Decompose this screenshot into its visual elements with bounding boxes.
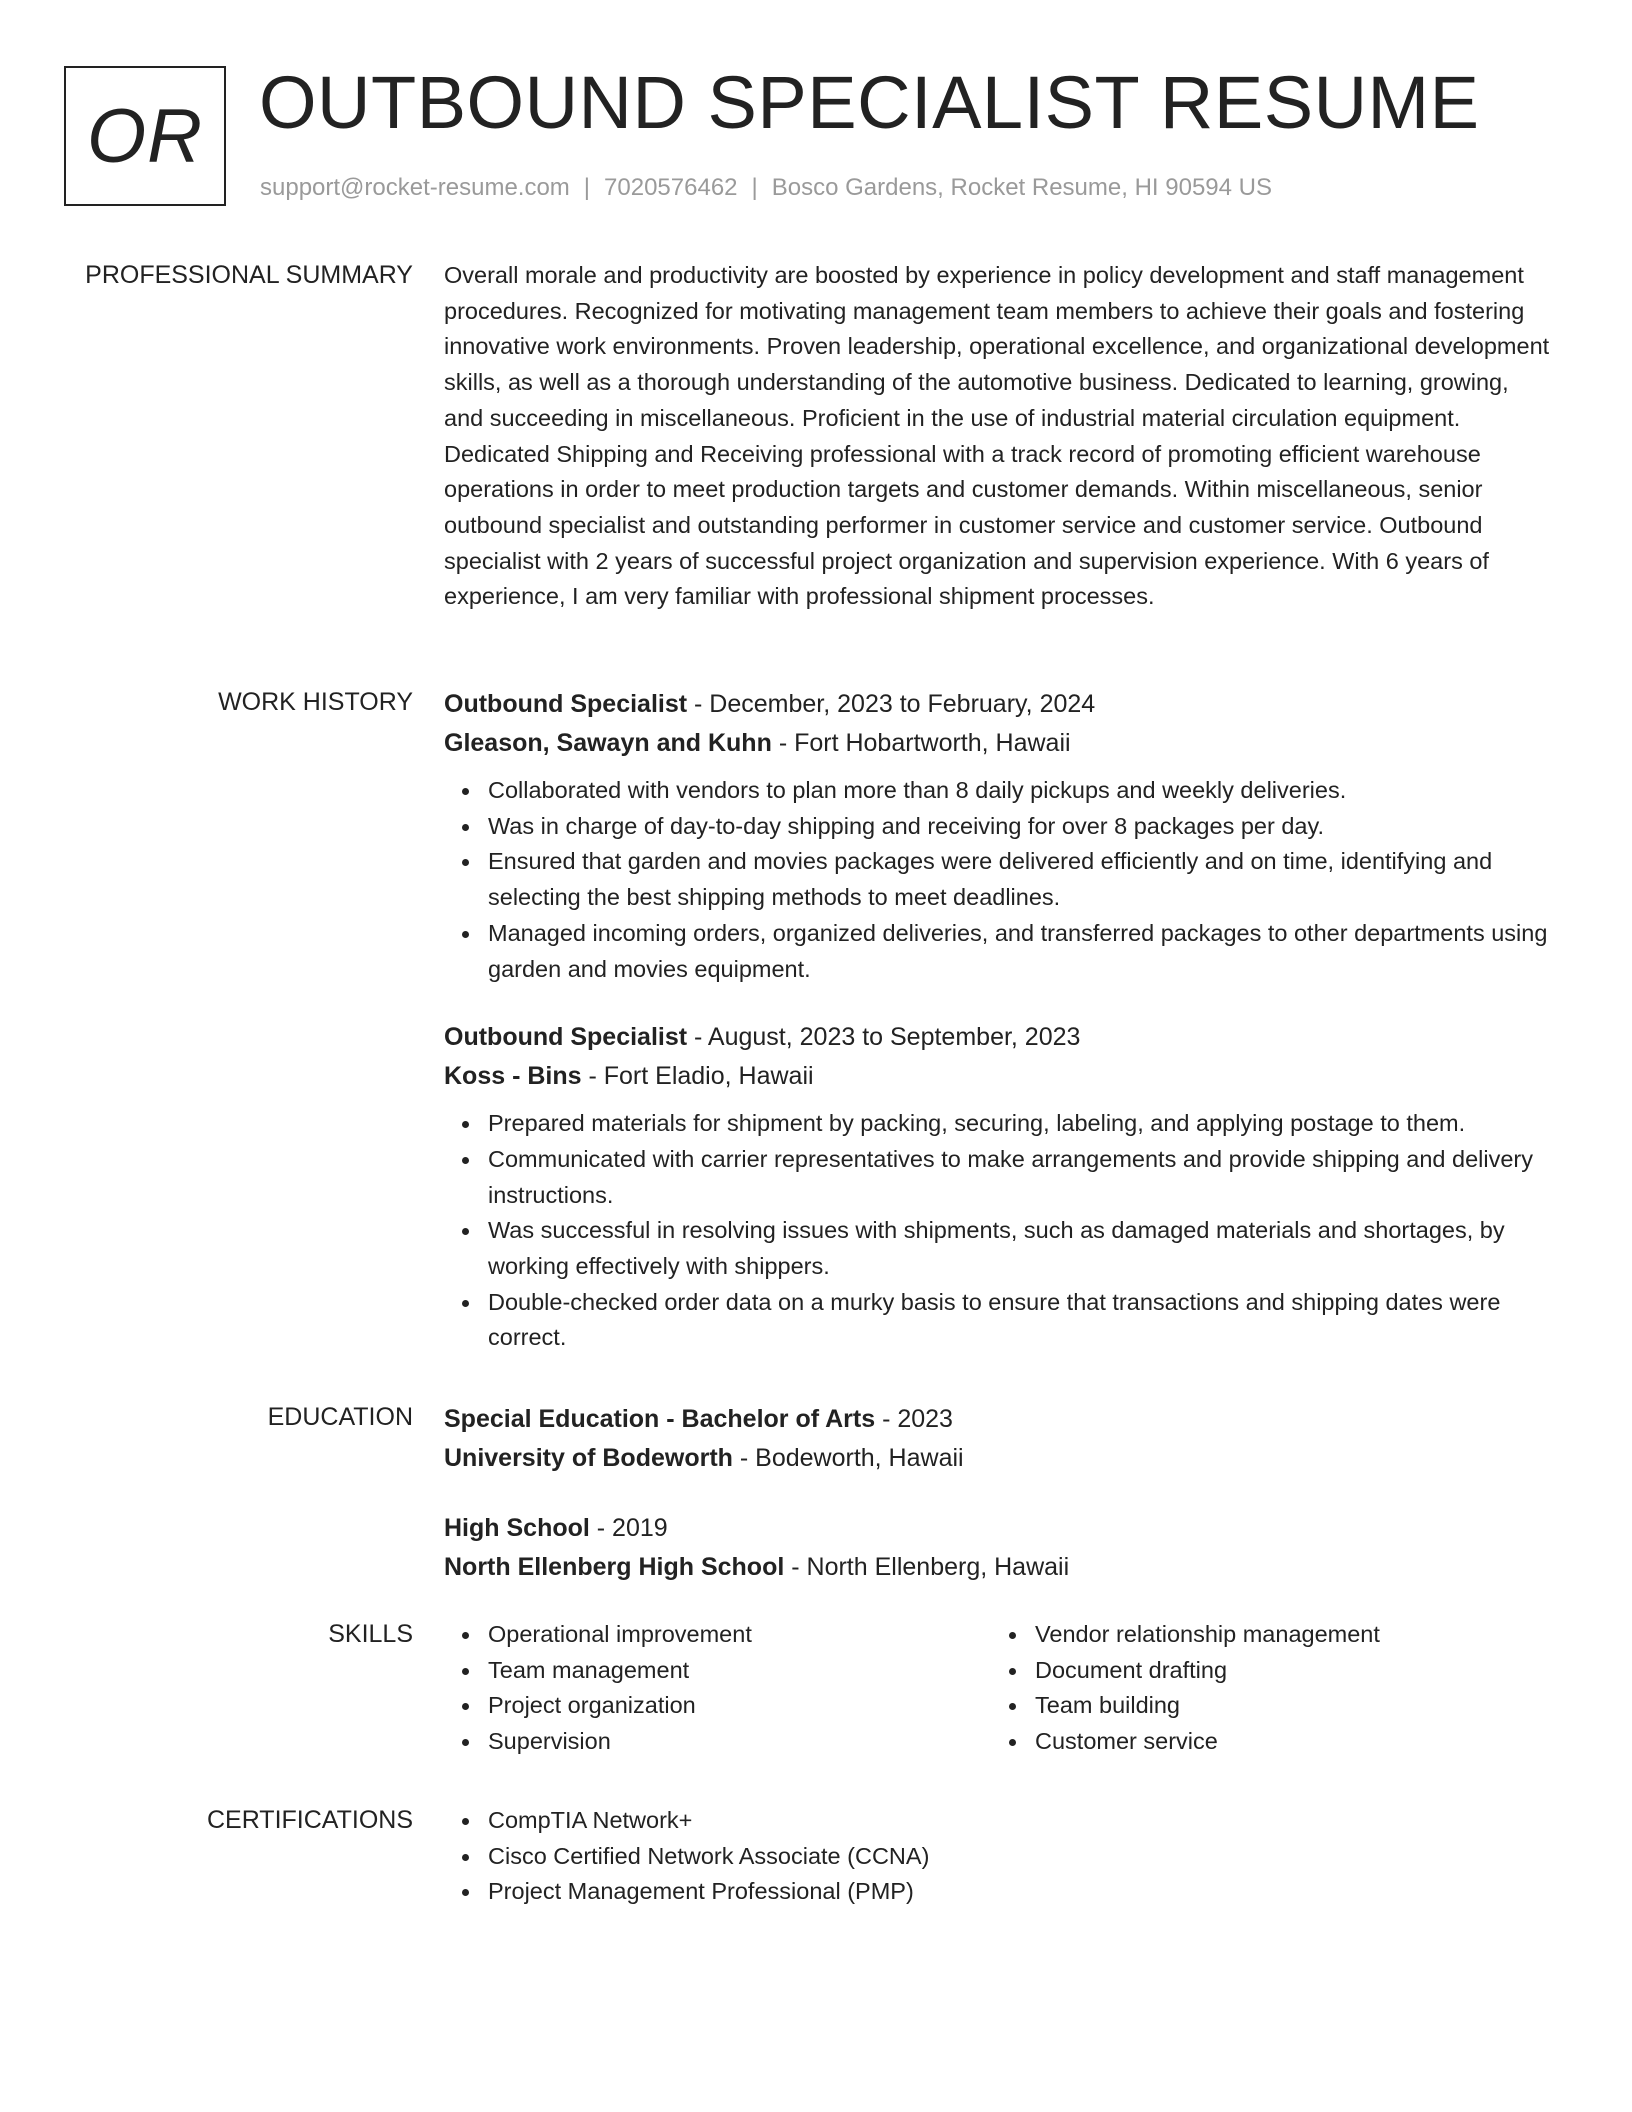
job-title-line	[444, 685, 1554, 724]
degree-year: - 2023	[882, 1405, 953, 1433]
school-line	[444, 1439, 1554, 1478]
section-label-skills: SKILLS	[328, 1620, 413, 1648]
school: University of Bodeworth	[444, 1444, 733, 1472]
skill-item: Team management	[488, 1653, 752, 1689]
education-entry	[444, 1509, 1554, 1587]
school-line	[444, 1548, 1554, 1587]
summary-body	[444, 258, 1554, 615]
certification-item: CompTIA Network+	[488, 1803, 1554, 1839]
school-location: - Bodeworth, Hawaii	[739, 1444, 964, 1472]
section-label-certifications: CERTIFICATIONS	[206, 1806, 413, 1834]
job-company: Gleason, Sawayn and Kuhn	[444, 729, 772, 757]
job-entry	[444, 1018, 1554, 1356]
contact-line	[260, 172, 1272, 204]
school: North Ellenberg High School	[444, 1553, 785, 1581]
education-body	[444, 1400, 1554, 1587]
job-title: Outbound Specialist	[444, 1023, 688, 1052]
contact-address: Bosco Gardens, Rocket Resume, HI 90594 US	[771, 174, 1272, 201]
list-item: Communicated with carrier representatives to make arrangements and provide shipping and delivery instructions.	[488, 1142, 1554, 1213]
skill-item: Vendor relationship management	[1035, 1617, 1380, 1653]
certification-item: Project Management Professional (PMP)	[488, 1874, 1554, 1910]
certification-item: Cisco Certified Network Associate (CCNA)	[488, 1839, 1554, 1875]
job-title: Outbound Specialist	[444, 690, 688, 718]
degree-year: - 2019	[596, 1514, 668, 1542]
section-label-summary: PROFESSIONAL SUMMARY	[85, 261, 413, 289]
skills-list-right	[991, 1617, 1380, 1760]
skill-item: Supervision	[488, 1724, 752, 1760]
summary-text: Overall morale and productivity are boosted by experience in policy development and staff management procedures. Recognized for motivating management team members to achieve their goals and fostering innovative work environments. Proven leadership, operational excellence, and organizational development skills, as well as a thorough understanding of the automotive business. Dedicated to learning, growing, and succeeding in miscellaneous. Proficient in the use of industrial material circulation equipment. Dedicated Shipping and Receiving professional with a track record of promoting efficient warehouse operations in order to meet production targets and customer demands. Within miscellaneous, senior outbound specialist and outstanding performer in customer service and customer service. Outbound specialist with 2 years of successful project organization and supervision experience. With 6 years of experience, I am very familiar with professional shipment processes.	[444, 262, 1550, 610]
education-entry	[444, 1400, 1554, 1478]
job-location: - Fort Eladio, Hawaii	[588, 1062, 814, 1091]
monogram-logo: OR	[64, 66, 226, 206]
degree: High School	[444, 1514, 590, 1542]
contact-email: support@rocket-resume.com	[260, 174, 570, 201]
job-location: - Fort Hobartworth, Hawaii	[778, 729, 1071, 757]
skill-item: Team building	[1035, 1688, 1380, 1724]
skill-item: Operational improvement	[488, 1617, 752, 1653]
contact-separator: |	[751, 174, 758, 201]
skills-body	[444, 1617, 1554, 1767]
skill-item: Customer service	[1035, 1724, 1380, 1760]
job-company-line	[444, 1057, 1554, 1096]
job-dates: - August, 2023 to September, 2023	[694, 1023, 1081, 1052]
work-history-body	[444, 685, 1554, 1356]
skills-list-left	[444, 1617, 752, 1760]
section-label-education: EDUCATION	[267, 1403, 413, 1431]
contact-separator: |	[583, 174, 591, 201]
job-bullets	[444, 1106, 1554, 1356]
list-item: Was in charge of day-to-day shipping and receiving for over 8 packages per day.	[488, 809, 1554, 845]
contact-phone: 7020576462	[604, 174, 738, 201]
list-item: Managed incoming orders, organized deliveries, and transferred packages to other departments using garden and movies equipment.	[488, 916, 1554, 987]
degree-line	[444, 1400, 1554, 1439]
skill-item: Document drafting	[1035, 1653, 1380, 1689]
resume-title: OUTBOUND SPECIALIST RESUME	[259, 61, 1480, 144]
degree: Special Education - Bachelor of Arts	[444, 1405, 876, 1433]
list-item: Prepared materials for shipment by packing, securing, labeling, and applying postage to them.	[488, 1106, 1554, 1142]
section-label-work-history: WORK HISTORY	[218, 688, 413, 716]
job-title-line	[444, 1018, 1554, 1057]
degree-line	[444, 1509, 1554, 1548]
list-item: Double-checked order data on a murky basis to ensure that transactions and shipping dates were correct.	[488, 1285, 1554, 1356]
job-entry	[444, 685, 1554, 987]
certifications-list	[444, 1803, 1554, 1910]
job-bullets	[444, 773, 1554, 987]
list-item: Collaborated with vendors to plan more than 8 daily pickups and weekly deliveries.	[488, 773, 1554, 809]
skill-item: Project organization	[488, 1688, 752, 1724]
job-company-line	[444, 724, 1554, 763]
job-company: Koss - Bins	[444, 1062, 582, 1091]
certifications-body	[444, 1803, 1554, 1910]
list-item: Was successful in resolving issues with shipments, such as damaged materials and shortages, by working effectively with shippers.	[488, 1213, 1554, 1284]
school-location: - North Ellenberg, Hawaii	[791, 1553, 1070, 1581]
list-item: Ensured that garden and movies packages were delivered efficiently and on time, identifying and selecting the best shipping methods to meet deadlines.	[488, 844, 1554, 915]
job-dates: - December, 2023 to February, 2024	[694, 690, 1096, 718]
